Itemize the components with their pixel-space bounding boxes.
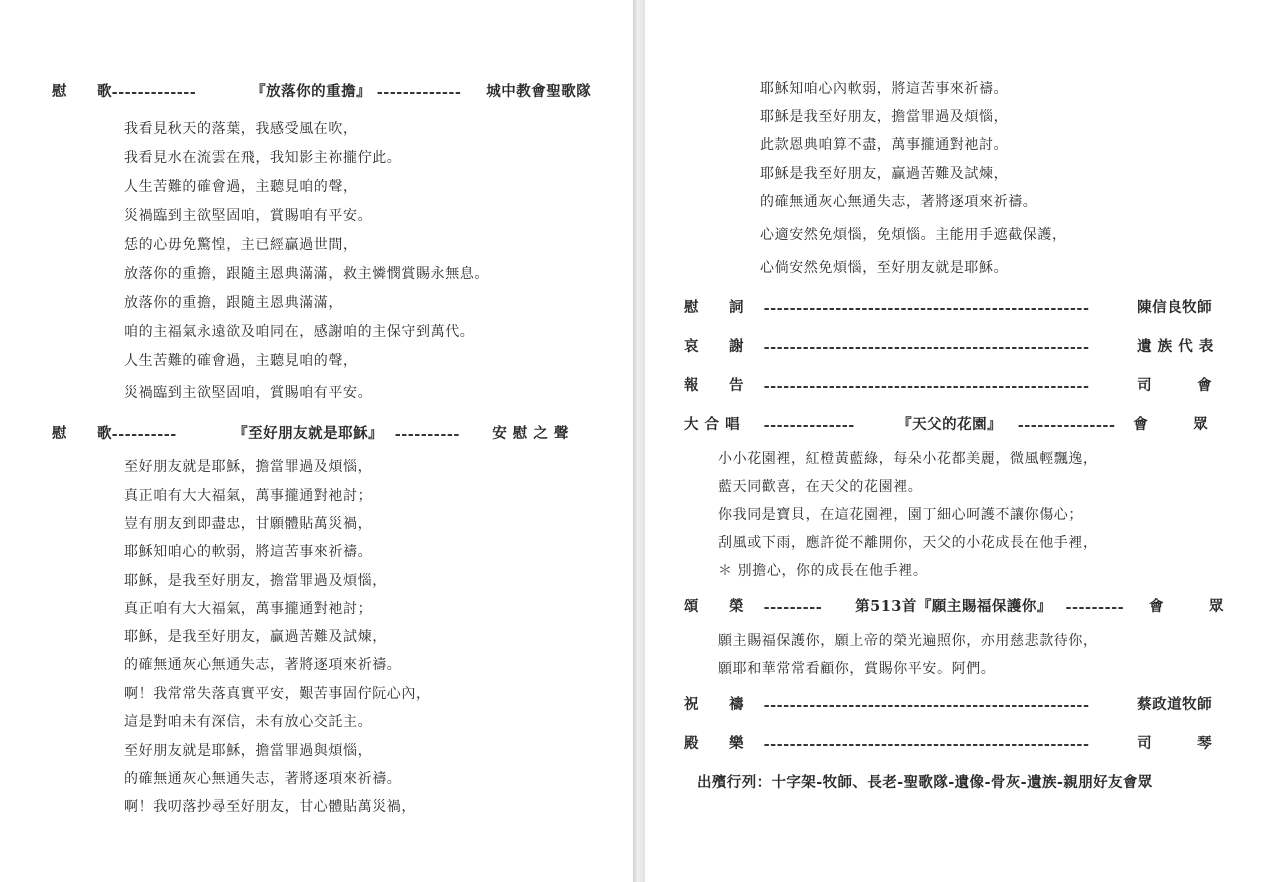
leader-dashes: ------------- xyxy=(111,84,197,101)
leader-dashes: -------------- xyxy=(763,417,855,434)
section-header xyxy=(52,422,569,443)
lyric-line: 的確無通灰心無通失志，著將逐項來祈禱。 xyxy=(124,657,402,673)
program-row xyxy=(684,413,1208,434)
lyric-line: 至好朋友就是耶穌，擔當罪過及煩惱， xyxy=(124,459,373,475)
lyric-line: 藍天同歡喜，在天父的花園裡。 xyxy=(718,479,923,495)
program-row xyxy=(684,335,1214,356)
section-label: 慰 歌 xyxy=(52,83,112,100)
lyric-line: 耶穌是我至好朋友，贏過苦難及試煉， xyxy=(760,166,1009,182)
right-page xyxy=(645,0,1282,882)
left-page xyxy=(0,0,633,882)
lyric-line: 我看見秋天的落葉，我感受風在吹， xyxy=(124,121,358,137)
lyric-line: 恁的心毋免驚惶，主已經贏過世間， xyxy=(124,237,358,253)
song-title: 第513首『願主賜福保護你』 xyxy=(855,598,1052,615)
lyric-line: 耶穌是我至好朋友，擔當罪過及煩惱， xyxy=(760,109,1009,125)
lyric-line: 的確無通灰心無通失志，著將逐項來祈禱。 xyxy=(124,771,402,787)
lyric-line: 願主賜福保護你，願上帝的榮光遍照你，亦用慈悲款待你， xyxy=(718,633,1098,649)
lyric-line: 耶穌，是我至好朋友，擔當罪過及煩惱， xyxy=(124,573,387,589)
lyric-line: 願耶和華常常看顧你，賞賜你平安。阿們。 xyxy=(718,661,996,677)
lyric-line: 放落你的重擔，跟隨主恩典滿滿， xyxy=(124,295,343,311)
leader-dashes: -------------------------------------------------- xyxy=(763,339,1090,356)
lyric-line: 放落你的重擔，跟隨主恩典滿滿，救主憐憫賞賜永無息。 xyxy=(124,266,489,282)
program-label: 大 合 唱 xyxy=(684,416,741,433)
performer: 城中教會聖歌隊 xyxy=(486,83,592,100)
lyric-line: 耶穌知咱心的軟弱，將這苦事來祈禱。 xyxy=(124,544,373,560)
leader-dashes: --------------- xyxy=(1017,417,1116,434)
program-person: 會 眾 xyxy=(1149,598,1225,615)
lyric-line: 心倘安然免煩惱，至好朋友就是耶穌。 xyxy=(760,260,1009,276)
program-person: 司 會 xyxy=(1137,377,1213,394)
program-row xyxy=(684,732,1212,753)
lyric-line: 災禍臨到主欲堅固咱，賞賜咱有平安。 xyxy=(124,385,373,401)
program-label: 殿 樂 xyxy=(684,735,744,752)
lyric-line: 人生苦難的確會過，主聽見咱的聲， xyxy=(124,179,358,195)
leader-dashes: ------------- xyxy=(376,84,462,101)
lyric-line: 你我同是寶貝，在這花園裡，園丁細心呵護不讓你傷心； xyxy=(718,507,1083,523)
procession-order: 出殯行列：十字架-牧師、長老-聖歌隊-遺像-骨灰-遺族-親朋好友會眾 xyxy=(697,774,1153,791)
program-label: 祝 禱 xyxy=(684,696,744,713)
program-row xyxy=(684,693,1212,714)
leader-dashes: -------------------------------------------------- xyxy=(763,300,1090,317)
program-row xyxy=(684,595,1224,616)
lyric-line: 小小花園裡，紅橙黃藍綠，每朵小花都美麗，微風輕飄逸， xyxy=(718,451,1098,467)
lyric-line: 至好朋友就是耶穌，擔當罪過與煩惱， xyxy=(124,743,373,759)
leader-dashes: -------------------------------------------------- xyxy=(763,736,1090,753)
program-label: 慰 詞 xyxy=(684,299,744,316)
lyric-line: 刮風或下雨，應許從不離開你，天父的小花成長在他手裡， xyxy=(718,535,1098,551)
lyric-line: 的確無通灰心無通失志，著將逐項來祈禱。 xyxy=(760,194,1038,210)
leader-dashes: --------- xyxy=(763,599,823,616)
program-label: 哀 謝 xyxy=(684,338,744,355)
song-title: 『天父的花園』 xyxy=(897,416,1003,433)
lyric-line: 這是對咱未有深信，未有放心交託主。 xyxy=(124,714,373,730)
lyric-line: 啊！我常常失落真實平安，艱苦事固佇阮心內， xyxy=(124,686,431,702)
lyric-line: 耶穌知咱心內軟弱，將這苦事來祈禱。 xyxy=(760,81,1009,97)
program-person: 蔡政道牧師 xyxy=(1137,696,1213,713)
lyric-line: 災禍臨到主欲堅固咱，賞賜咱有平安。 xyxy=(124,208,373,224)
program-person: 遺 族 代 表 xyxy=(1137,338,1214,355)
program-person: 司 琴 xyxy=(1137,735,1213,752)
lyric-line: ＊ 別擔心，你的成長在他手裡。 xyxy=(718,563,928,579)
lyric-line: 真正咱有大大福氣，萬事攏通對祂討； xyxy=(124,488,373,504)
lyric-line: 豈有朋友到即盡忠，甘願體貼萬災禍， xyxy=(124,516,373,532)
lyric-line: 我看見水在流雲在飛，我知影主祢攏佇此。 xyxy=(124,150,402,166)
section-header xyxy=(52,80,591,101)
leader-dashes: ---------- xyxy=(394,426,460,443)
program-person: 會 眾 xyxy=(1133,416,1209,433)
lyric-line: 咱的主福氣永遠欲及咱同在，感謝咱的主保守到萬代。 xyxy=(124,324,475,340)
leader-dashes: ---------- xyxy=(111,426,177,443)
lyric-line: 人生苦難的確會過，主聽見咱的聲， xyxy=(124,353,358,369)
lyric-line: 耶穌，是我至好朋友，贏過苦難及試煉， xyxy=(124,629,387,645)
program-person: 陳信良牧師 xyxy=(1137,299,1213,316)
song-title: 『放落你的重擔』 xyxy=(251,83,372,100)
program-label: 報 告 xyxy=(684,377,744,394)
performer: 安 慰 之 聲 xyxy=(492,425,569,442)
program-row xyxy=(684,374,1212,395)
program-row xyxy=(684,296,1212,317)
page-gutter xyxy=(633,0,645,882)
section-label: 慰 歌 xyxy=(52,425,112,442)
leader-dashes: -------------------------------------------------- xyxy=(763,378,1090,395)
leader-dashes: -------------------------------------------------- xyxy=(763,697,1090,714)
program-label: 頌 榮 xyxy=(684,598,744,615)
lyric-line: 此款恩典咱算不盡，萬事攏通對祂討。 xyxy=(760,137,1009,153)
lyric-line: 啊！我叨落抄尋至好朋友，甘心體貼萬災禍， xyxy=(124,799,416,815)
lyric-line: 真正咱有大大福氣，萬事攏通對祂討； xyxy=(124,601,373,617)
lyric-line: 心適安然免煩惱，免煩惱。主能用手遮截保護， xyxy=(760,227,1067,243)
song-title: 『至好朋友就是耶穌』 xyxy=(233,425,384,442)
leader-dashes: --------- xyxy=(1065,599,1125,616)
